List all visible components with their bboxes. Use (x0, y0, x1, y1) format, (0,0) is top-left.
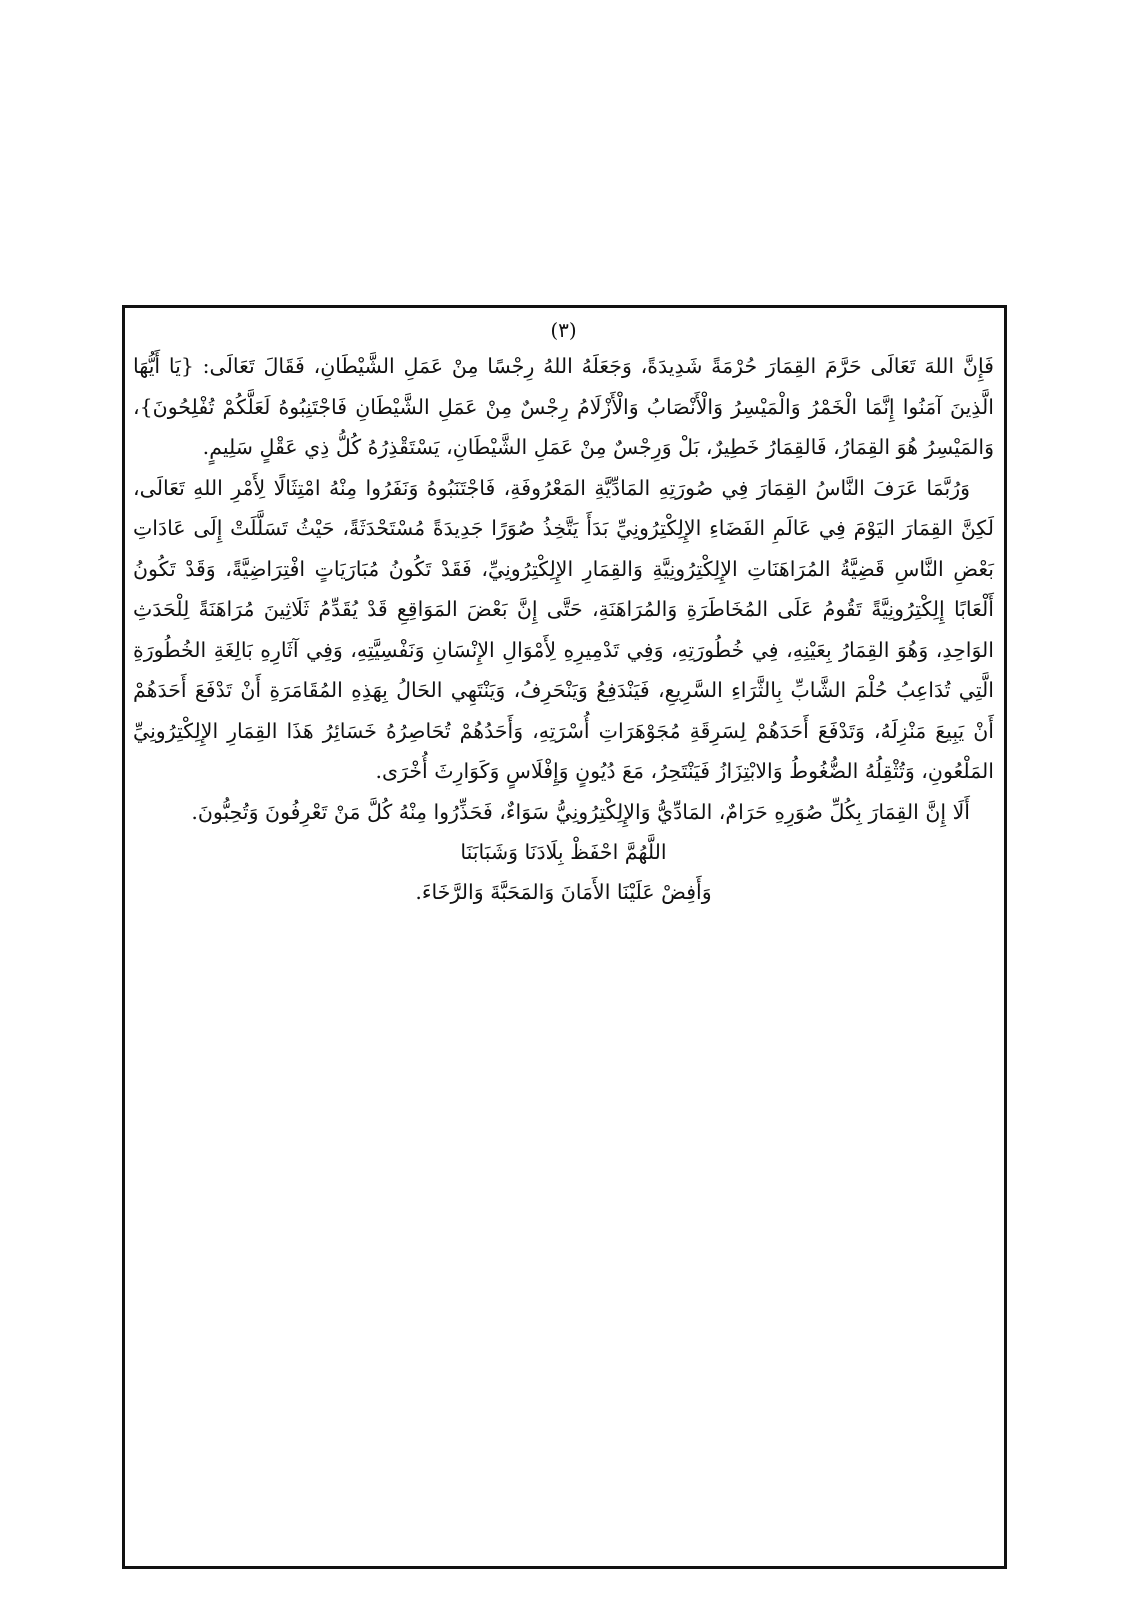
closing-supplication-line-1: اللَّهُمَّ احْفَظْ بِلَادَنَا وَشَبَابَنَا (460, 840, 667, 864)
closing-supplication-line-2: وَأَفِضْ عَلَيْنَا الأَمَانَ وَالمَحَبَّةَ وَالرَّخَاءَ. (415, 880, 712, 904)
paragraph-quran-prohibition: فَإِنَّ اللهَ تَعَالَى حَرَّمَ القِمَارَ حُرْمَةً شَدِيدَةً، وَجَعَلَهُ اللهُ رِجْسًا مِنْ عَمَلِ الشَّيْطَانِ، فَقَالَ تَعَالَى: {يَا أَيُّهَا الَّذِينَ آمَنُوا إِنَّمَا الْخَمْرُ وَالْمَيْسِرُ وَالْأَنْصَابُ وَالْأَزْلَامُ رِجْسٌ مِنْ عَمَلِ الشَّيْطَانِ فَاجْتَنِبُوهُ لَعَلَّكُمْ تُفْلِحُونَ}، وَالمَيْسِرُ هُوَ القِمَارُ، فَالقِمَارُ خَطِيرٌ، بَلْ وَرِجْسٌ مِنْ عَمَلِ الشَّيْطَانِ، يَسْتَقْذِرُهُ كُلُّ ذِي عَقْلٍ سَلِيمٍ. (133, 354, 994, 459)
page-number: (٣) (550, 318, 577, 342)
page-border-frame (122, 305, 1007, 1569)
page-content (133, 314, 994, 912)
paragraph-electronic-gambling: وَرُبَّمَا عَرَفَ النَّاسُ القِمَارَ فِي صُورَتِهِ المَادِّيَّةِ المَعْرُوفَةِ، فَاجْتَنَبُوهُ وَنَفَرُوا مِنْهُ امْتِثَالًا لِأَمْرِ اللهِ تَعَالَى، لَكِنَّ القِمَارَ اليَوْمَ فِي عَالَمِ الفَضَاءِ الإِلِكْتِرُونِيِّ بَدَأَ يَتَّخِذُ صُوَرًا جَدِيدَةً مُسْتَحْدَثَةً، حَيْثُ تَسَلَّلَتْ إِلَى عَادَاتِ بَعْضِ النَّاسِ قَضِيَّةُ المُرَاهَنَاتِ الإِلِكْتِرُونِيَّةِ وَالقِمَارِ الإِلِكْتِرُونِيِّ، فَقَدْ تَكُونُ مُبَارَيَاتٍ افْتِرَاضِيَّةً، وَقَدْ تَكُونُ أَلْعَابًا إِلِكْتِرُونِيَّةً تَقُومُ عَلَى المُخَاطَرَةِ وَالمُرَاهَنَةِ، حَتَّى إِنَّ بَعْضَ المَوَاقِعِ قَدْ يُقَدِّمُ ثَلَاثِينَ مُرَاهَنَةً لِلْحَدَثِ الوَاحِدِ، وَهُوَ القِمَارُ بِعَيْنِهِ، فِي خُطُورَتِهِ، وَفِي تَدْمِيرِهِ لِأَمْوَالِ الإِنْسَانِ وَنَفْسِيَّتِهِ، وَفِي آثَارِهِ بَالِغَةِ الخُطُورَةِ الَّتِي تُدَاعِبُ حُلْمَ الشَّابِّ بِالثَّرَاءِ السَّرِيعِ، فَيَنْدَفِعُ وَيَنْحَرِفُ، وَيَنْتَهِي الحَالُ بِهَذِهِ المُقَامَرَةِ أَنْ تَدْفَعَ أَحَدَهُمْ أَنْ يَبِيعَ مَنْزِلَهُ، وَتَدْفَعَ أَحَدَهُمْ لِسَرِقَةِ مُجَوْهَرَاتِ أُسْرَتِهِ، وَأَحَدُهُمْ تُحَاصِرُهُ خَسَائِرُ هَذَا القِمَارِ الإِلِكْتِرُونِيِّ المَلْعُونِ، وَتُثْقِلُهُ الضُّغُوطُ وَالابْتِزَازُ فَيَنْتَحِرُ، مَعَ دُيُونٍ وَإِفْلَاسٍ وَكَوَارِثَ أُخْرَى. (133, 475, 994, 783)
paragraph-warning: أَلَا إِنَّ القِمَارَ بِكُلِّ صُوَرِهِ حَرَامٌ، المَادِّيُّ وَالإِلِكْتِرُونِيُّ سَوَاءٌ، فَحَذِّرُوا مِنْهُ كُلَّ مَنْ تَعْرِفُونَ وَتُحِبُّونَ. (191, 799, 970, 824)
